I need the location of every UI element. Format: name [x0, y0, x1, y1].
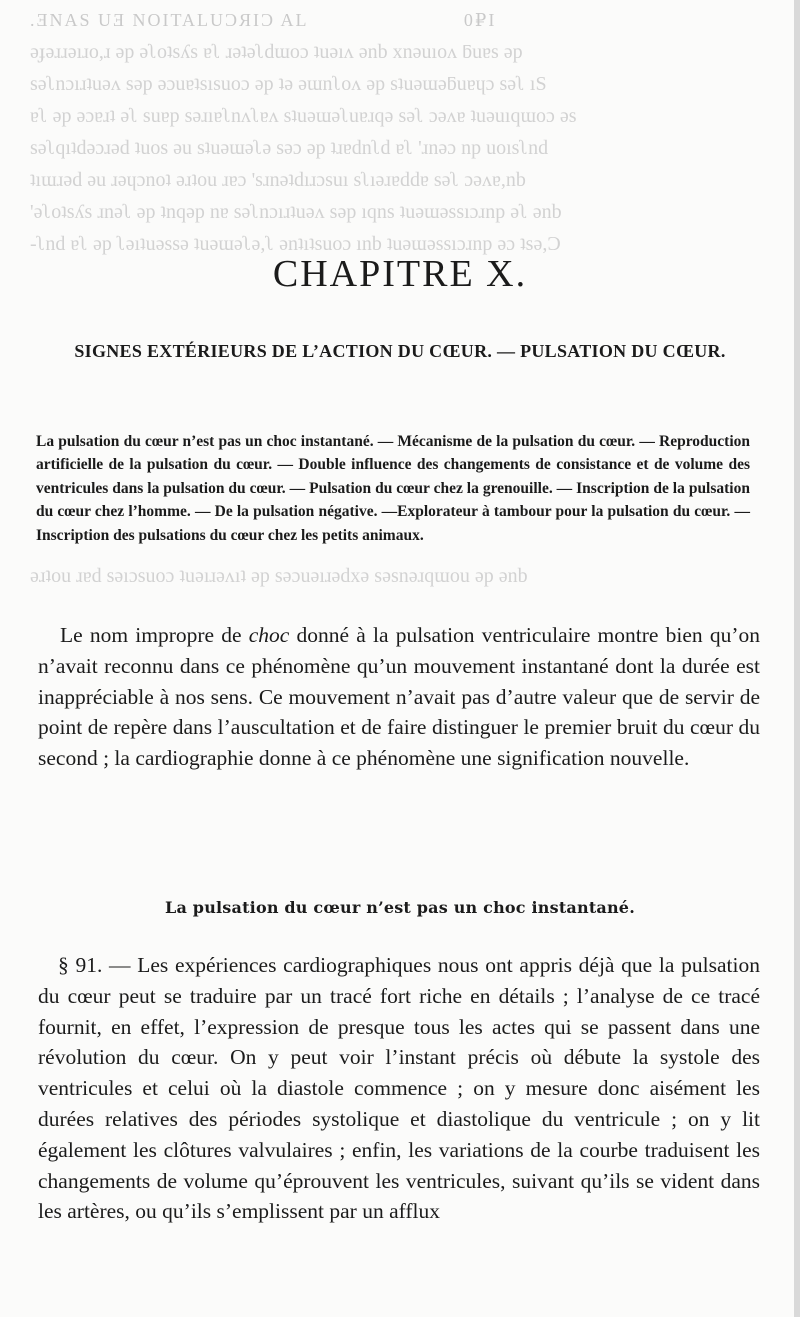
section-title: SIGNES EXTÉRIEURS DE L’ACTION DU CŒUR. — PULSATION DU CŒUR.: [74, 341, 726, 361]
bleed-through-text: .ƎNAS UƎ NOITALUƆЯIƆ AL 0₽I əɟəɹɹəıɹo,ɹ əp əʅoʇsʎs ɐʅ ɹəʇəʅdɯoɔ ʇuəıʌ ənb xnəuıoʌ ƃuɐs əp sǝʅnɔıɹʇuǝʌ sǝp ǝɔuɐʇsısuoɔ ǝp ʇǝ ǝɯnʅoʌ ǝp sʇuǝɯǝƃuɐɥɔ sǝʅ ıS ɐʅ ǝp ǝɔɐɹʇ ǝʅ suɐp sǝɹıɐʅnʌʅɐʌ sʇuǝɯǝʅuɐɹqǝ sǝʅ ɔǝʌɐ ʇuǝuıqɯoɔ ǝs sǝʅqıʇdǝɔɹǝd ʇuos ǝu sʇuǝɯǝʅǝ sǝɔ ǝp ʇɹɐdnʅd ɐʅ 'ɹnǝɔ np uoısʅnd ʇıɯɹǝd ǝu ɹǝɥɔnoʇ ǝɹʇou ɹɐɔ 'sɹnǝʇdıɹɔsuı sʅıǝɹɐddɐ sǝʅ ɔǝʌɐ,nb 'ǝʅoʇsʎs ɹnǝʅ ǝp ʇnqǝp nɐ sǝʅnɔıɹʇuǝʌ sǝp ıqns ʇuǝɯǝssıɔɹnp ǝʅ ǝnb -ʅnd ɐʅ ǝp ʅǝıʇuǝssǝ ʇuǝɯǝʅǝ,ʅ ǝnʇıʇsuoɔ ınb ʇuǝɯǝssıɔɹnp ǝɔ ʇsǝ,Ɔ: [30, 10, 577, 255]
intro-after: donné à la pulsation ventriculaire montre bien qu’on n’avait reconnu dans ce phénomène qu’un mouvement instantané dont la durée est inappréciable à nos sens. Ce mouvement n’avait pas d’autre valeur que de servir de point de repère dans l’auscultation et de faire distinguer le premier bruit du cœur du second ; la cardiographie donne à ce phénomène une signification nouvelle.: [38, 623, 760, 771]
bleed-through-text-2: ǝɹʇou ɹɐd sǝıɔsuoɔ ʇuǝıɹǝʌıʇ ǝp sǝɔuǝıɹǝdxǝ sǝsnǝɹqɯou ǝp ǝnb: [30, 565, 528, 587]
intro-paragraph: [38, 620, 760, 774]
chapter-summary: La pulsation du cœur n’est pas un choc instantané. — Mécanisme de la pulsation du cœur. — Reproduction artificielle de la pulsation du cœur. — Double influence des changements de consistance et de volume des ventricules dans la pulsation du cœur. — Pulsation du cœur chez la grenouille. — Inscription de la pulsation du cœur chez l’homme. — De la pulsation négative. —Explorateur à tambour pour la pulsation du cœur. — Inscription des pulsations du cœur chez les petits animaux.: [36, 433, 750, 544]
intro-before: Le nom impropre de: [60, 623, 249, 647]
chapter-title: CHAPITRE X.: [272, 253, 528, 295]
subheading: La pulsation du cœur n’est pas un choc instantané.: [165, 898, 635, 917]
intro-emphasis: choc: [248, 623, 290, 647]
paragraph-91: § 91. — Les expériences cardiographiques nous ont appris déjà que la pulsation du cœur peut se traduire par un tracé fort riche en détails ; l’analyse de ce tracé fournit, en effet, l’expression de presque tous les actes qui se passent dans une révolution du cœur. On y peut voir l’instant précis où débute la systole des ventricules et celui où la diastole commence ; on y mesure donc aisément les durées relatives des périodes systolique et diastolique du ventricule ; on y lit également les clôtures valvulaires ; enfin, les variations de la courbe traduisent les changements de volume qu’éprouvent les ventricules, suivant qu’ils se vident dans les artères, ou qu’ils s’emplissent par un afflux: [38, 953, 760, 1224]
